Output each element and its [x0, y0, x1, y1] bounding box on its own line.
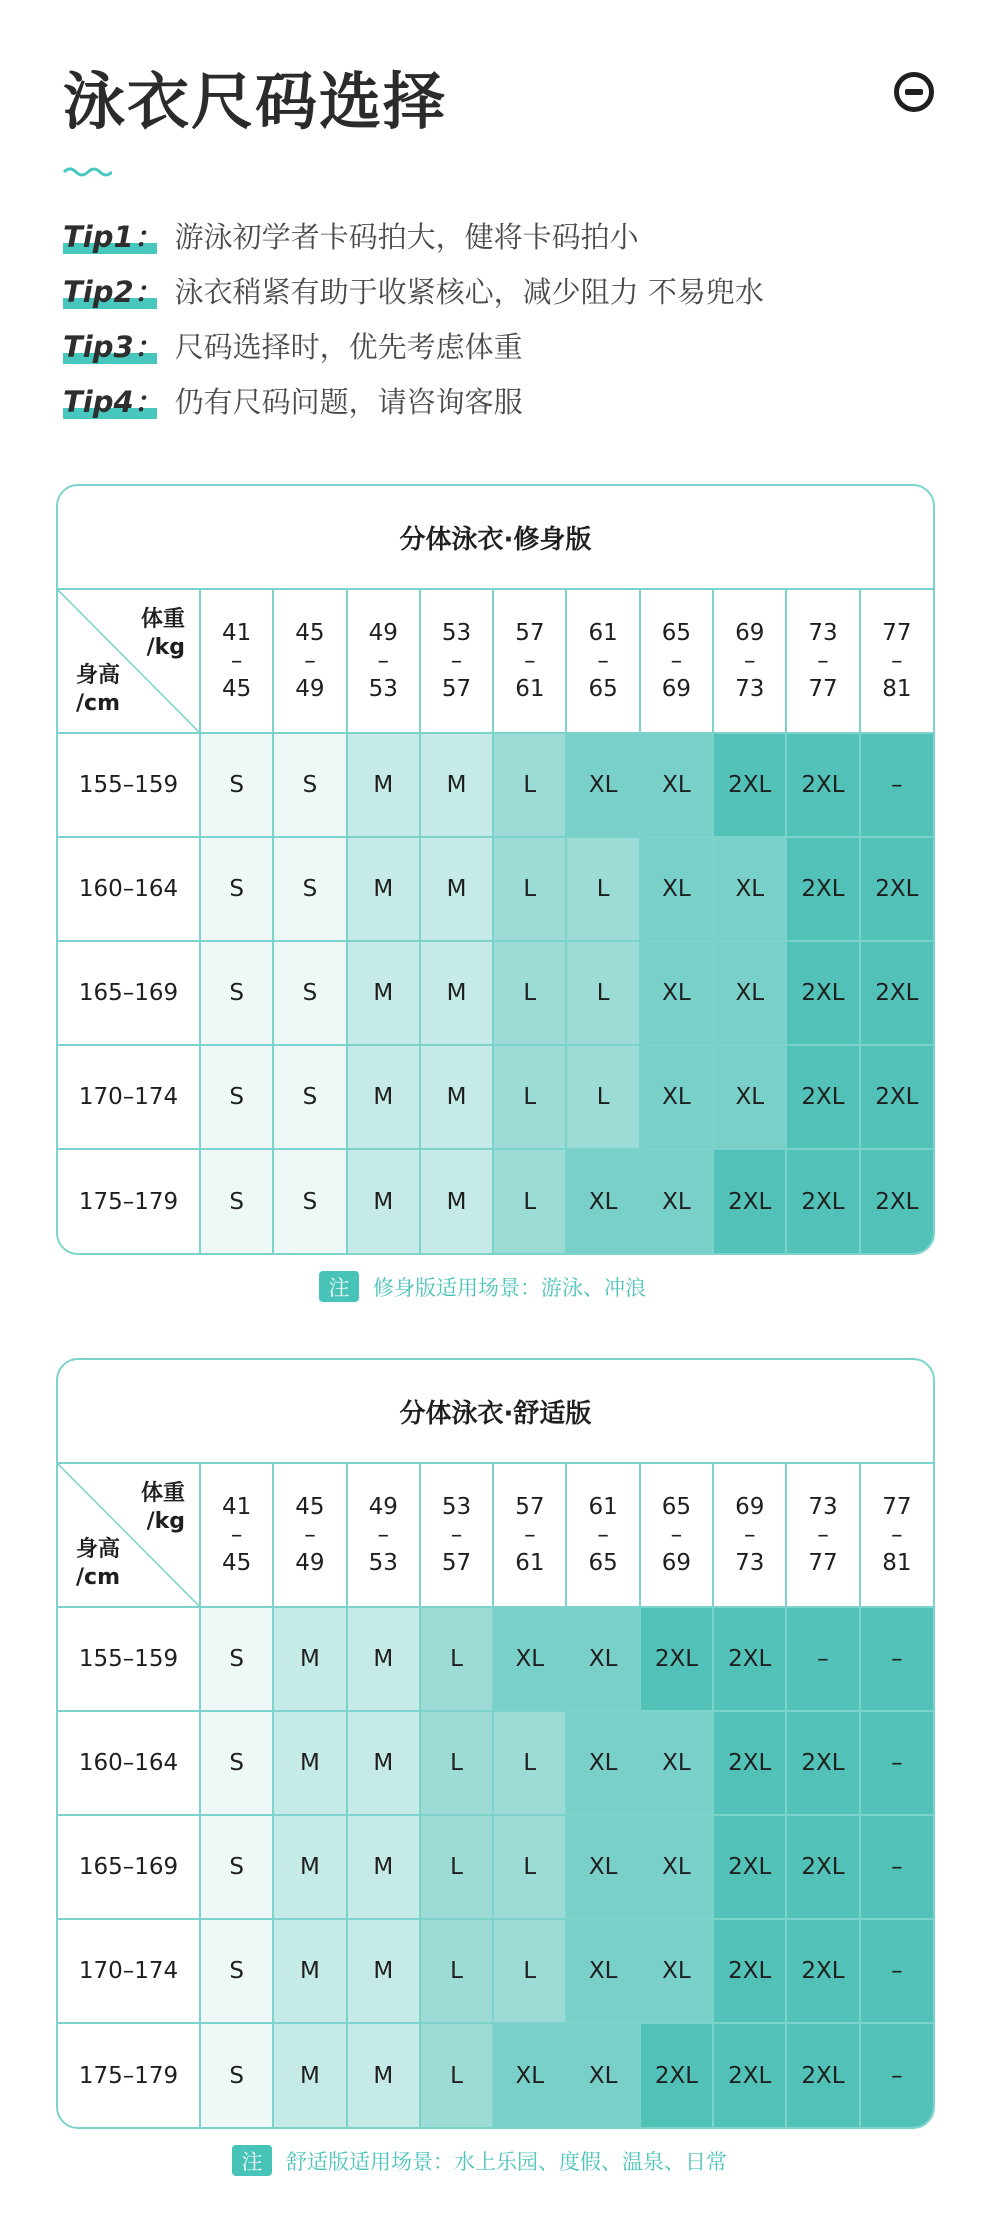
- tip-item: [63, 373, 764, 428]
- weight-min: 65: [661, 1494, 692, 1520]
- note-text: 舒适版适用场景：水上乐园、度假、温泉、日常: [286, 2149, 727, 2174]
- weight-max: 81: [882, 676, 912, 702]
- size-cell: S: [200, 1045, 273, 1149]
- height-unit: /cm: [76, 691, 120, 716]
- size-cell: XL: [640, 1815, 713, 1919]
- size-cell: XL: [640, 1919, 713, 2023]
- weight-axis-label: [141, 606, 185, 662]
- weight-max: 69: [661, 1550, 692, 1576]
- weight-dash: –: [524, 1522, 536, 1548]
- size-cell: 2XL: [713, 1815, 786, 1919]
- size-cell: S: [200, 1711, 273, 1815]
- height-row-header: 165–169: [58, 1815, 200, 1919]
- height-row-header: 155–159: [58, 1607, 200, 1711]
- weight-column-header: [860, 590, 933, 733]
- size-cell: S: [273, 1045, 346, 1149]
- table-row: [58, 1815, 933, 1919]
- tip-text: 泳衣稍紧有助于收紧核心，减少阻力 不易兜水: [174, 275, 764, 309]
- weight-column-header: [786, 1464, 859, 1607]
- size-cell: 2XL: [786, 2023, 859, 2127]
- weight-column-header: [713, 590, 786, 733]
- weight-max: 73: [735, 1550, 765, 1576]
- size-cell: L: [420, 1607, 493, 1711]
- weight-max: 77: [808, 676, 838, 702]
- weight-dash: –: [670, 1522, 683, 1548]
- weight-dash: –: [230, 648, 243, 674]
- size-cell: M: [273, 1919, 346, 2023]
- table-row: [58, 1711, 933, 1815]
- weight-min: 45: [295, 620, 325, 646]
- size-cell: L: [420, 1815, 493, 1919]
- size-cell: 2XL: [640, 2023, 713, 2127]
- size-cell: XL: [493, 1607, 566, 1711]
- size-cell: S: [273, 837, 346, 941]
- size-cell: M: [273, 2023, 346, 2127]
- weight-max: 49: [295, 676, 325, 702]
- weight-max: 65: [588, 676, 618, 702]
- size-cell: 2XL: [640, 1607, 713, 1711]
- table-corner-header: [58, 590, 200, 733]
- size-cell: M: [347, 1815, 420, 1919]
- size-cell: M: [347, 2023, 420, 2127]
- minus-circle-icon[interactable]: [894, 72, 934, 112]
- size-cell: L: [420, 2023, 493, 2127]
- weight-max: 57: [441, 1550, 472, 1576]
- size-cell: –: [860, 2023, 933, 2127]
- size-cell: XL: [566, 1815, 639, 1919]
- size-cell: S: [200, 1815, 273, 1919]
- height-label: 身高: [76, 663, 121, 688]
- size-cell: M: [273, 1711, 346, 1815]
- weight-dash: –: [891, 648, 903, 674]
- size-table-card-comfort: [56, 1358, 935, 2129]
- size-cell: 2XL: [860, 941, 933, 1045]
- weight-min: 57: [515, 1494, 545, 1520]
- page-title: 泳衣尺码选择: [63, 65, 448, 138]
- weight-min: 77: [882, 620, 912, 646]
- weight-dash: –: [524, 648, 536, 674]
- size-cell: M: [420, 941, 493, 1045]
- weight-dash: –: [304, 648, 316, 674]
- weight-column-header: [566, 590, 639, 733]
- weight-dash: –: [743, 648, 756, 674]
- weight-column-header: [200, 1464, 273, 1607]
- weight-label: 体重: [140, 607, 185, 632]
- size-cell: XL: [566, 2023, 639, 2127]
- size-cell: L: [493, 1815, 566, 1919]
- weight-column-header: [493, 1464, 566, 1607]
- weight-column-header: [273, 590, 346, 733]
- weight-max: 53: [368, 676, 398, 702]
- weight-label: 体重: [140, 1481, 185, 1506]
- size-cell: S: [200, 2023, 273, 2127]
- note-badge: 注: [319, 1271, 359, 1302]
- weight-min: 61: [588, 1494, 618, 1520]
- size-cell: XL: [640, 733, 713, 837]
- size-cell: –: [860, 1711, 933, 1815]
- table-row: [58, 1045, 933, 1149]
- size-cell: 2XL: [786, 1711, 859, 1815]
- weight-max: 57: [441, 676, 472, 702]
- size-cell: S: [200, 941, 273, 1045]
- weight-column-header: [200, 590, 273, 733]
- size-cell: L: [566, 1045, 639, 1149]
- size-cell: XL: [640, 837, 713, 941]
- weight-min: 41: [222, 620, 252, 646]
- size-cell: M: [347, 733, 420, 837]
- height-row-header: 175–179: [58, 1149, 200, 1253]
- weight-min: 73: [808, 1494, 838, 1520]
- tip-item: [63, 318, 764, 373]
- weight-dash: –: [450, 648, 463, 674]
- size-cell: 2XL: [860, 837, 933, 941]
- size-cell: S: [273, 733, 346, 837]
- size-cell: M: [347, 1711, 420, 1815]
- weight-dash: –: [743, 1522, 756, 1548]
- size-cell: 2XL: [786, 1045, 859, 1149]
- weight-dash: –: [817, 1522, 829, 1548]
- weight-unit: /kg: [146, 1509, 185, 1534]
- height-row-header: 160–164: [58, 1711, 200, 1815]
- table-note: [319, 1271, 646, 1302]
- table-row: [58, 733, 933, 837]
- table-row: [58, 1607, 933, 1711]
- weight-column-header: [713, 1464, 786, 1607]
- size-cell: L: [493, 1919, 566, 2023]
- weight-column-header: [566, 1464, 639, 1607]
- weight-dash: –: [670, 648, 683, 674]
- weight-min: 49: [368, 1494, 398, 1520]
- weight-max: 61: [515, 1550, 545, 1576]
- size-cell: 2XL: [786, 1815, 859, 1919]
- weight-max: 77: [808, 1550, 838, 1576]
- size-table: [58, 1464, 933, 2127]
- height-row-header: 170–174: [58, 1045, 200, 1149]
- weight-column-header: [640, 1464, 713, 1607]
- height-row-header: 165–169: [58, 941, 200, 1045]
- weight-min: 61: [588, 620, 618, 646]
- size-cell: M: [347, 941, 420, 1045]
- size-cell: L: [493, 1711, 566, 1815]
- size-cell: L: [566, 837, 639, 941]
- tip-text: 游泳初学者卡码拍大，健将卡码拍小: [174, 220, 639, 254]
- size-cell: L: [566, 941, 639, 1045]
- weight-min: 77: [882, 1494, 912, 1520]
- size-cell: L: [493, 733, 566, 837]
- size-cell: XL: [566, 1711, 639, 1815]
- weight-column-header: [347, 1464, 420, 1607]
- size-cell: S: [200, 1607, 273, 1711]
- size-cell: XL: [640, 1045, 713, 1149]
- size-cell: 2XL: [786, 837, 859, 941]
- weight-dash: –: [450, 1522, 463, 1548]
- weight-max: 53: [368, 1550, 398, 1576]
- weight-column-header: [273, 1464, 346, 1607]
- weight-max: 45: [222, 676, 252, 702]
- weight-min: 69: [735, 620, 765, 646]
- size-cell: XL: [493, 2023, 566, 2127]
- weight-column-header: [420, 1464, 493, 1607]
- height-axis-label: [76, 1536, 120, 1592]
- size-cell: 2XL: [860, 1149, 933, 1253]
- weight-min: 73: [808, 620, 838, 646]
- size-cell: S: [200, 1149, 273, 1253]
- size-cell: XL: [640, 941, 713, 1045]
- size-cell: 2XL: [713, 1607, 786, 1711]
- size-cell: –: [786, 1607, 859, 1711]
- size-cell: 2XL: [860, 1045, 933, 1149]
- weight-column-header: [493, 590, 566, 733]
- size-cell: 2XL: [786, 1919, 859, 2023]
- weight-min: 65: [661, 620, 692, 646]
- size-cell: L: [420, 1711, 493, 1815]
- weight-min: 53: [441, 1494, 472, 1520]
- weight-min: 69: [735, 1494, 765, 1520]
- table-row: [58, 1919, 933, 2023]
- weight-min: 41: [222, 1494, 252, 1520]
- size-cell: XL: [713, 1045, 786, 1149]
- weight-dash: –: [230, 1522, 243, 1548]
- size-table-card-slim: [56, 484, 935, 1255]
- tip-text: 尺码选择时，优先考虑体重: [174, 330, 523, 364]
- weight-column-header: [786, 590, 859, 733]
- size-cell: L: [420, 1919, 493, 2023]
- size-cell: L: [493, 1149, 566, 1253]
- weight-unit: /kg: [146, 635, 185, 660]
- weight-dash: –: [377, 1522, 389, 1548]
- weight-min: 49: [368, 620, 398, 646]
- size-cell: 2XL: [786, 1149, 859, 1253]
- weight-dash: –: [891, 1522, 903, 1548]
- height-row-header: 160–164: [58, 837, 200, 941]
- tip-label: Tip3：: [63, 325, 163, 366]
- weight-dash: –: [377, 648, 389, 674]
- weight-max: 45: [222, 1550, 252, 1576]
- size-cell: S: [273, 1149, 346, 1253]
- size-cell: –: [860, 1607, 933, 1711]
- weight-min: 45: [295, 1494, 325, 1520]
- note-badge: 注: [232, 2145, 272, 2176]
- weight-dash: –: [304, 1522, 316, 1548]
- size-cell: –: [860, 1815, 933, 1919]
- size-cell: L: [493, 941, 566, 1045]
- height-row-header: 155–159: [58, 733, 200, 837]
- size-cell: M: [347, 1045, 420, 1149]
- weight-column-header: [640, 590, 713, 733]
- size-cell: M: [420, 733, 493, 837]
- table-corner-header: [58, 1464, 200, 1607]
- tip-text: 仍有尺码问题，请咨询客服: [174, 385, 523, 419]
- table-title: 分体泳衣·舒适版: [58, 1360, 933, 1464]
- height-row-header: 175–179: [58, 2023, 200, 2127]
- tips-list: [63, 208, 764, 428]
- height-unit: /cm: [76, 1565, 120, 1590]
- size-cell: 2XL: [713, 1149, 786, 1253]
- size-cell: XL: [713, 837, 786, 941]
- weight-min: 57: [515, 620, 545, 646]
- weight-max: 49: [295, 1550, 325, 1576]
- tip-label: Tip2：: [63, 270, 163, 311]
- tip-label: Tip1：: [63, 215, 163, 256]
- size-cell: M: [420, 1149, 493, 1253]
- height-axis-label: [76, 662, 120, 718]
- table-title: 分体泳衣·修身版: [58, 486, 933, 590]
- size-cell: M: [347, 1607, 420, 1711]
- size-cell: 2XL: [713, 1711, 786, 1815]
- size-table: [58, 590, 933, 1253]
- size-cell: –: [860, 733, 933, 837]
- weight-column-header: [860, 1464, 933, 1607]
- height-row-header: 170–174: [58, 1919, 200, 2023]
- table-row: [58, 941, 933, 1045]
- height-label: 身高: [76, 1537, 121, 1562]
- table-row: [58, 1149, 933, 1253]
- size-cell: S: [200, 733, 273, 837]
- weight-dash: –: [597, 1522, 609, 1548]
- table-row: [58, 837, 933, 941]
- table-row: [58, 2023, 933, 2127]
- size-cell: XL: [640, 1711, 713, 1815]
- note-text: 修身版适用场景：游泳、冲浪: [373, 1275, 646, 1300]
- size-cell: –: [860, 1919, 933, 2023]
- tip-item: [63, 263, 764, 318]
- size-cell: M: [347, 837, 420, 941]
- size-cell: 2XL: [786, 941, 859, 1045]
- size-cell: S: [200, 1919, 273, 2023]
- weight-max: 65: [588, 1550, 618, 1576]
- table-note: [232, 2145, 727, 2176]
- size-cell: S: [200, 837, 273, 941]
- size-cell: XL: [566, 733, 639, 837]
- weight-max: 81: [882, 1550, 912, 1576]
- size-cell: M: [347, 1919, 420, 2023]
- size-cell: XL: [713, 941, 786, 1045]
- size-cell: M: [420, 837, 493, 941]
- size-cell: XL: [566, 1919, 639, 2023]
- tip-label: Tip4：: [63, 380, 163, 421]
- size-cell: L: [493, 837, 566, 941]
- size-cell: XL: [640, 1149, 713, 1253]
- size-cell: XL: [566, 1149, 639, 1253]
- size-cell: 2XL: [786, 733, 859, 837]
- weight-max: 69: [661, 676, 692, 702]
- weight-min: 53: [441, 620, 472, 646]
- size-cell: 2XL: [713, 1919, 786, 2023]
- size-cell: L: [493, 1045, 566, 1149]
- tip-item: [63, 208, 764, 263]
- weight-axis-label: [141, 1480, 185, 1536]
- size-cell: M: [273, 1815, 346, 1919]
- size-cell: M: [347, 1149, 420, 1253]
- size-cell: M: [420, 1045, 493, 1149]
- weight-column-header: [420, 590, 493, 733]
- size-cell: 2XL: [713, 733, 786, 837]
- size-cell: XL: [566, 1607, 639, 1711]
- weight-dash: –: [597, 648, 609, 674]
- weight-dash: –: [817, 648, 829, 674]
- wave-divider-icon: [62, 164, 112, 178]
- size-cell: 2XL: [713, 2023, 786, 2127]
- weight-column-header: [347, 590, 420, 733]
- weight-max: 73: [735, 676, 765, 702]
- weight-max: 61: [515, 676, 545, 702]
- size-cell: S: [273, 941, 346, 1045]
- size-cell: M: [273, 1607, 346, 1711]
